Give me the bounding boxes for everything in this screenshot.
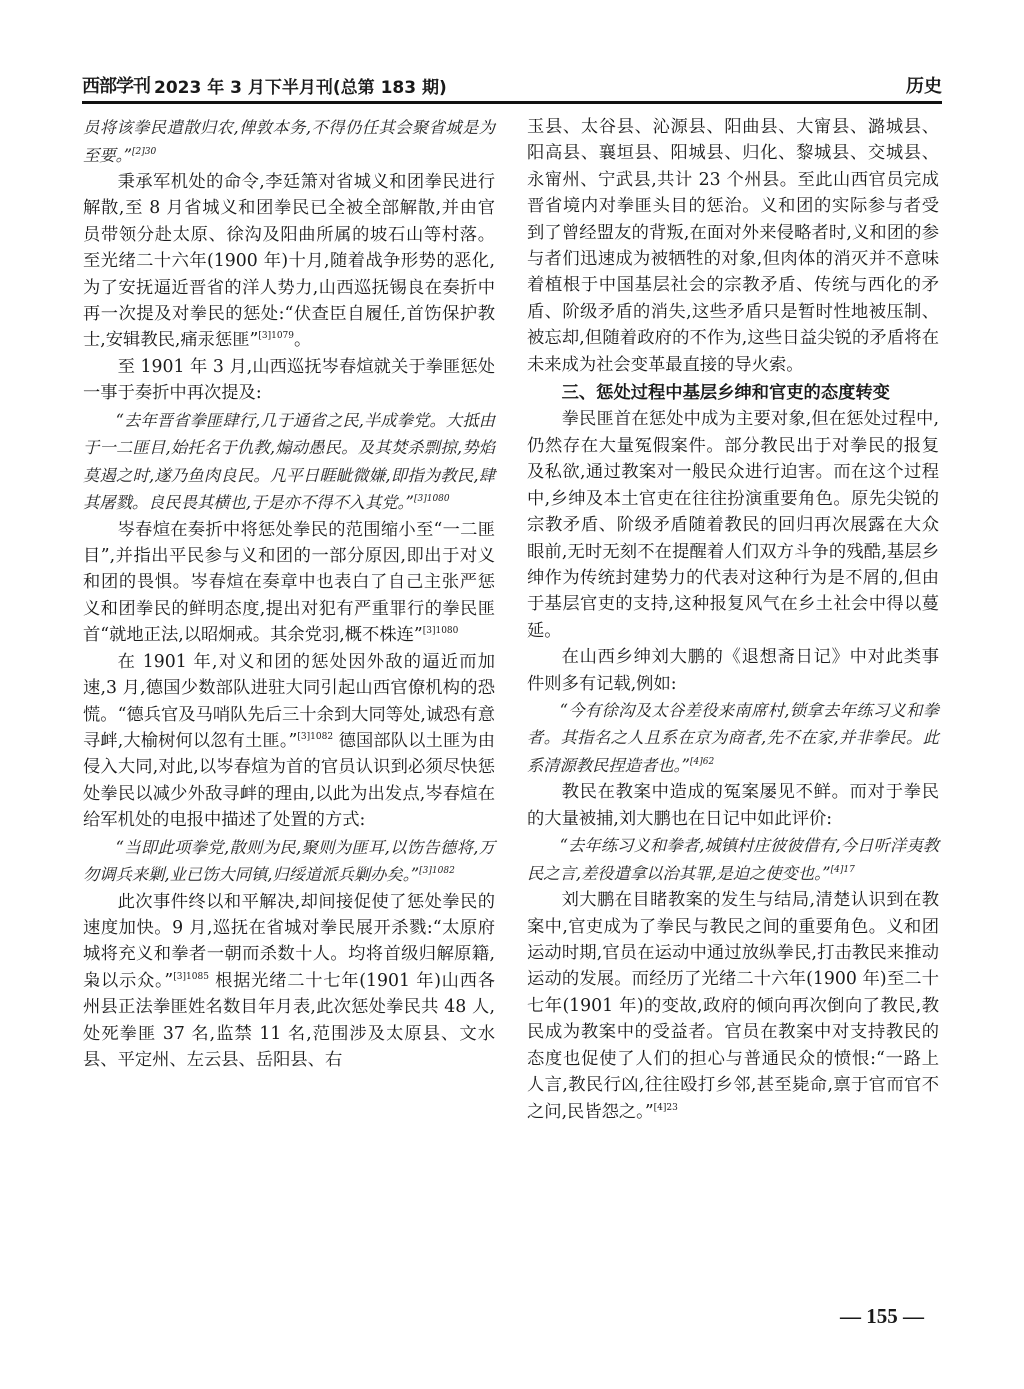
citation-marker: [3]1080 [422, 626, 459, 637]
paragraph [83, 889, 495, 1074]
paragraph [83, 517, 495, 649]
page-number: — 155 — [840, 1304, 924, 1328]
block-quote [83, 114, 495, 169]
paragraph-text: “当即此项拳党,散则为民,聚则为匪耳,以饬告德将,万勿调兵来剿,业已饬大同镇,归绥道派兵剿办矣。” [83, 837, 495, 885]
journal-logo: 西部学刊 [82, 76, 150, 97]
issue-info: 2023 年 3 月下半月刊(总第 183 期) [154, 78, 447, 98]
block-quote [83, 834, 495, 889]
citation-marker: [2]30 [132, 146, 157, 157]
running-header [82, 70, 942, 98]
block-quote [527, 832, 939, 887]
section-name: 历史 [906, 76, 942, 97]
paragraph-text: 拳民匪首在惩处中成为主要对象,但在惩处过程中,仍然存在大量冤假案件。部分教民出于对拳民的报复及私欲,通过教案对一般民众进行迫害。而在这个过程中,乡绅及本土官吏在往往扮演重要角色。原先尖锐的宗教矛盾、阶级矛盾随着教民的回归再次展露在大众眼前,无时无刻不在提醒着人们双方斗争的残酷,基层乡绅作为传统封建势力的代表对这种行为是不屑的,但由于基层官吏的支持,这种报复风气在乡土社会中得以蔓延。 [527, 409, 939, 641]
citation-marker: [4]62 [690, 756, 715, 767]
citation-marker: [3]1079 [258, 331, 295, 342]
paragraph-text: “去年练习义和拳者,城镇村庄彼彼借有,今日听洋夷教民之言,差役遣拿以治其罪,是迫之使变也。” [527, 836, 939, 883]
paragraph-text: 在 1901 年,对义和团的惩处因外敌的逼近而加速,3 月,德国少数部队进驻大同引起山西官僚机构的恐慌。“德兵官及马哨队先后三十余到大同等处,诚恐有意寻衅,大榆树何以忽有土匪。” [83, 651, 495, 751]
paragraph-text: 在山西乡绅刘大鹏的《退想斋日记》中对此类事件则多有记载,例如: [527, 647, 939, 694]
paragraph-text: “去年晋省拳匪肆行,几于通省之民,半成拳党。大抵由于一二匪目,始托名于仇教,煽动愚民。及其焚杀剽掠,势焰莫遏之时,遂乃鱼肉良民。凡平日睚眦微嫌,即指为教民,肆其屠戮。良民畏其横也,于是亦不得不入其党。” [83, 410, 495, 513]
header-rule [82, 101, 942, 104]
citation-marker: [3]1085 [173, 971, 209, 982]
paragraph-text: “今有徐沟及太谷差役来南席村,锁拿去年练习义和拳者。其指名之人且系在京为商者,先不在家,并非拳民。此系清源教民捏造者也。” [527, 700, 939, 775]
paragraph [527, 406, 939, 644]
paragraph-text: 员将该拳民遣散归农,俾敦本务,不得仍任其会聚省城是为至要。” [83, 118, 495, 165]
block-quote [83, 407, 495, 517]
paragraph-text: 玉县、太谷县、沁源县、阳曲县、大甯县、潞城县、阳高县、襄垣县、阳城县、归化、黎城县、交城县、永甯州、宁武县,共计 23 个州县。至此山西官员完成晋省境内对拳匪头目的惩治。义和团的实际参与者受到了曾经盟友的背叛,在面对外来侵略者时,义和团的参与者们迅速成为被牺牲的对象,但肉体的消灭并不意味着植根于中国基层社会的宗教矛盾、传统与西化的矛盾、阶级矛盾的消失,这些矛盾只是暂时性地被压制、被忘却,但随着政府的不作为,这些日益尖锐的矛盾将在未来成为社会变革最直接的导火索。 [527, 117, 939, 375]
paragraph-text: 至 1901 年 3 月,山西巡抚岑春煊就关于拳匪惩处一事于奏折中再次提及: [83, 356, 495, 404]
paragraph [527, 114, 939, 378]
paragraph-text: 岑春煊在奏折中将惩处拳民的范围缩小至“一二匪目”,并指出平民参与义和团的一部分原因,即出于对义和团的畏惧。岑春煊在奏章中也表白了自己主张严惩义和团拳民的鲜明态度,提出对犯有严重罪行的拳民匪首“就地正法,以昭炯戒。其余党羽,概不株连” [83, 519, 495, 646]
paragraph [527, 887, 939, 1125]
right-column [527, 114, 939, 1125]
section-heading [527, 380, 939, 406]
paragraph [527, 779, 939, 832]
journal-info [82, 72, 447, 98]
paragraph [83, 354, 495, 407]
citation-marker: [3]1082 [419, 866, 455, 877]
paragraph-text-continued: 德国部队以土匪为由侵入大同,对此,以岑春煊为首的官员认识到必须尽快惩处拳民以减少外敌寻衅的理由,以此为出发点,岑春煊在给军机处的电报中描述了处置的方式: [83, 730, 495, 831]
paragraph [527, 644, 939, 697]
left-column [83, 114, 495, 1073]
paragraph-text: 此次事件终以和平解决,却间接促使了惩处拳民的速度加快。9 月,巡抚在省城对拳民展开杀戮:“太原府城将充义和拳者一朝而杀数十人。均将首级归解原籍,枭以示众。” [83, 891, 495, 991]
paragraph-text-continued: 。 [294, 330, 312, 351]
paragraph [83, 169, 495, 354]
block-quote [527, 697, 939, 780]
citation-marker: [4]17 [830, 864, 855, 875]
citation-marker: [4]23 [653, 1102, 678, 1113]
paragraph-text: 刘大鹏在目睹教案的发生与结局,清楚认识到在教案中,官吏成为了拳民与教民之间的重要角色。义和团运动时期,官员在运动中通过放纵拳民,打击教民来推动运动的发展。而经历了光绪二十六年(1900 年)至二十七年(1901 年)的变故,政府的倾向再次倒向了教民,教民成为教案中的受益者。官员在教案中对支持教民的态度也促使了人们的担心与普通民众的愤恨:“一路上人言,教民行凶,往往殴打乡邻,甚至毙命,禀于官而官不之问,民皆怨之。” [527, 890, 939, 1122]
paragraph-text: 秉承军机处的命令,李廷箫对省城义和团拳民进行解散,至 8 月省城义和团拳民已全被全部解散,并由官员带领分赴太原、徐沟及阳曲所属的坡石山等村落。至光绪二十六年(1900 年)十月,随着战争形势的恶化,为了安抚逼近晋省的洋人势力,山西巡抚锡良在奏折中再一次提及对拳民的惩处:“伏查臣自履任,首饬保护教士,安辑教民,痛汞惩匪” [83, 172, 495, 351]
citation-marker: [3]1082 [297, 731, 334, 742]
citation-marker: [3]1080 [413, 494, 450, 505]
paragraph [83, 649, 495, 834]
paragraph-text-continued: 根据光绪二十七年(1901 年)山西各州县正法拳匪姓名数目年月表,此次惩处拳民共 48 人,处死拳匪 37 名,监禁 11 名,范围涉及太原县、文水县、平定州、左云县、岳阳县、右 [83, 970, 495, 1070]
paragraph-text: 三、惩处过程中基层乡绅和官吏的态度转变 [561, 383, 890, 404]
paragraph-text: 教民在教案中造成的冤案屡见不鲜。而对于拳民的大量被捕,刘大鹏也在日记中如此评价: [527, 782, 939, 829]
